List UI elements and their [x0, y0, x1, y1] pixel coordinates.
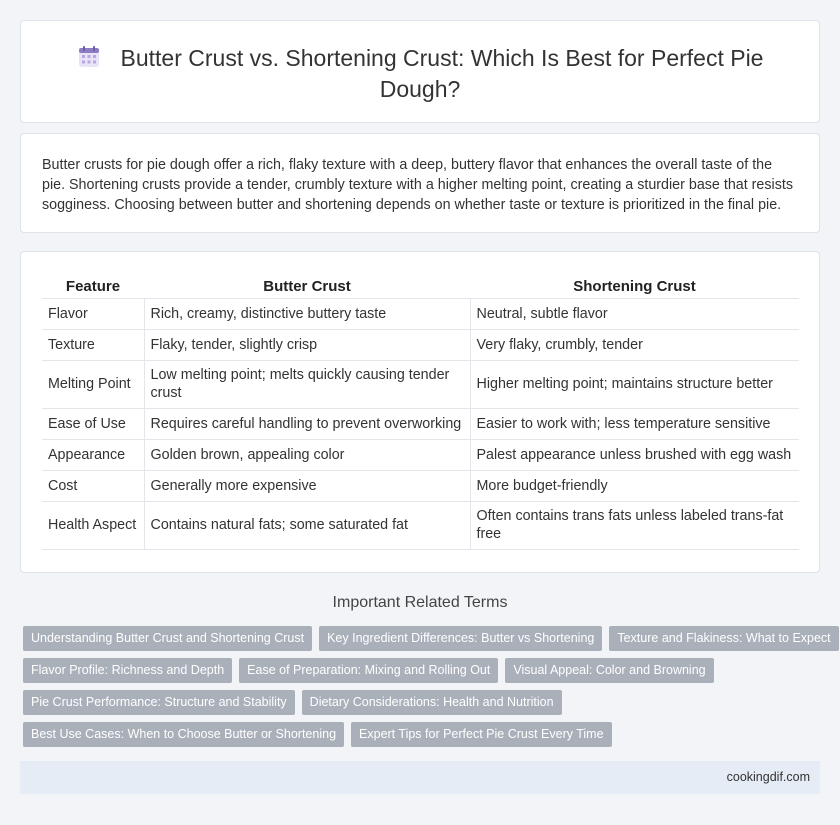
- footer: [20, 761, 820, 794]
- feature-cell: Texture: [42, 329, 144, 360]
- table-row: [42, 360, 799, 408]
- table-row: [42, 298, 799, 329]
- page-title: Butter Crust vs. Shortening Crust: Which Is Best for Perfect Pie Dough?: [120, 45, 764, 102]
- related-term-tag[interactable]: Pie Crust Performance: Structure and Stability: [23, 690, 295, 715]
- intro-card: [20, 133, 820, 233]
- related-term-tag[interactable]: Flavor Profile: Richness and Depth: [23, 658, 232, 683]
- table-row: [42, 439, 799, 470]
- header-card: [20, 20, 820, 123]
- related-term-tag[interactable]: Best Use Cases: When to Choose Butter or Shortening: [23, 722, 344, 747]
- related-term-tag[interactable]: Key Ingredient Differences: Butter vs Shortening: [319, 626, 602, 651]
- table-row: [42, 329, 799, 360]
- shortening-cell: Often contains trans fats unless labeled trans-fat free: [470, 501, 799, 549]
- feature-cell: Health Aspect: [42, 501, 144, 549]
- shortening-cell: Higher melting point; maintains structure better: [470, 360, 799, 408]
- feature-cell: Ease of Use: [42, 408, 144, 439]
- feature-cell: Flavor: [42, 298, 144, 329]
- butter-cell: Low melting point; melts quickly causing tender crust: [144, 360, 470, 408]
- calendar-icon: [77, 45, 101, 69]
- intro-text: Butter crusts for pie dough offer a rich, flaky texture with a deep, buttery flavor that enhances the overall taste of the pie. Shortening crusts provide a tender, crumbly texture with a higher melting point, creating a sturdier base that resists sogginess. Choosing between butter and shortening depends on whether taste or texture is prioritized in the final pie.: [42, 157, 793, 213]
- tag-row: [23, 626, 831, 651]
- butter-cell: Contains natural fats; some saturated fat: [144, 501, 470, 549]
- butter-cell: Flaky, tender, slightly crisp: [144, 329, 470, 360]
- table-row: [42, 470, 799, 501]
- table-header-row: [42, 276, 799, 298]
- butter-cell: Golden brown, appealing color: [144, 439, 470, 470]
- feature-cell: Cost: [42, 470, 144, 501]
- butter-cell: Requires careful handling to prevent overworking: [144, 408, 470, 439]
- related-term-tag[interactable]: Expert Tips for Perfect Pie Crust Every Time: [351, 722, 612, 747]
- comparison-table: [42, 276, 799, 550]
- related-terms-title: Important Related Terms: [332, 594, 508, 611]
- shortening-cell: More budget-friendly: [470, 470, 799, 501]
- related-term-tag[interactable]: Ease of Preparation: Mixing and Rolling Out: [239, 658, 498, 683]
- footer-site-link[interactable]: cookingdif.com: [726, 770, 810, 784]
- feature-cell: Appearance: [42, 439, 144, 470]
- tag-row: [23, 658, 823, 683]
- related-term-tag[interactable]: Understanding Butter Crust and Shortening Crust: [23, 626, 312, 651]
- feature-cell: Melting Point: [42, 360, 144, 408]
- butter-cell: Rich, creamy, distinctive buttery taste: [144, 298, 470, 329]
- shortening-cell: Palest appearance unless brushed with egg wash: [470, 439, 799, 470]
- table-row: [42, 408, 799, 439]
- related-term-tag[interactable]: Visual Appeal: Color and Browning: [505, 658, 713, 683]
- column-header-shortening: Shortening Crust: [470, 276, 799, 298]
- butter-cell: Generally more expensive: [144, 470, 470, 501]
- column-header-feature: Feature: [42, 276, 144, 298]
- related-term-tag[interactable]: Dietary Considerations: Health and Nutrition: [302, 690, 562, 715]
- title-wrap: [61, 43, 779, 105]
- shortening-cell: Neutral, subtle flavor: [470, 298, 799, 329]
- shortening-cell: Very flaky, crumbly, tender: [470, 329, 799, 360]
- tag-row: [23, 722, 823, 747]
- column-header-butter: Butter Crust: [144, 276, 470, 298]
- table-row: [42, 501, 799, 549]
- related-terms-list: [23, 626, 831, 754]
- tag-row: [23, 690, 823, 715]
- related-term-tag[interactable]: Texture and Flakiness: What to Expect: [609, 626, 838, 651]
- shortening-cell: Easier to work with; less temperature sensitive: [470, 408, 799, 439]
- comparison-card: [20, 251, 820, 573]
